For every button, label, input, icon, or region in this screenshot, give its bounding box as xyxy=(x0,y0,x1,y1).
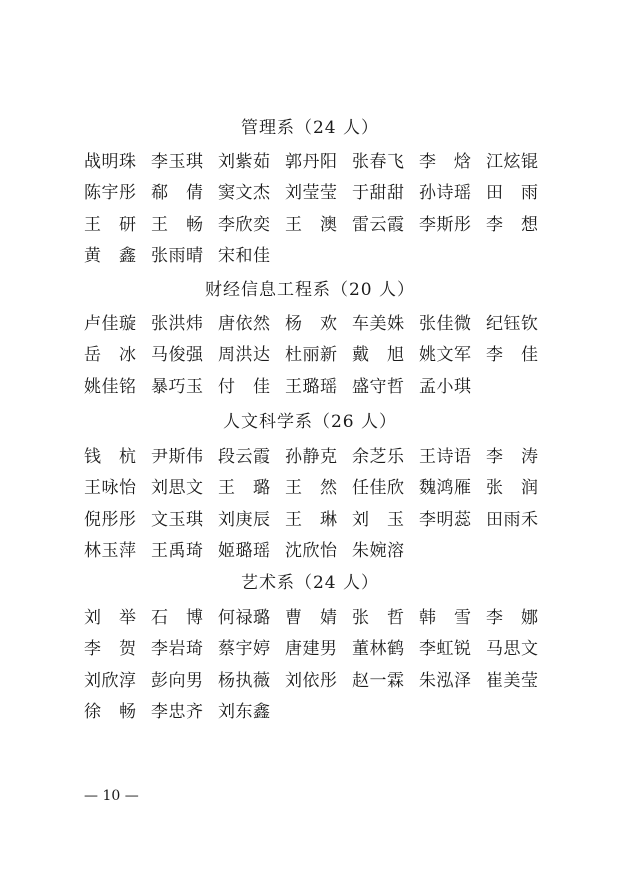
person-name: 戴 旭 xyxy=(352,345,404,366)
name-list-arts xyxy=(84,607,554,732)
person-name: 尹斯伟 xyxy=(151,447,203,467)
person-name: 付 佳 xyxy=(218,376,270,397)
person-name: 马俊强 xyxy=(151,345,203,366)
person-name: 姚佳铭 xyxy=(84,376,136,397)
person-name: 余芝乐 xyxy=(352,447,404,467)
name-list-humanities xyxy=(84,446,554,571)
person-name: 王咏怡 xyxy=(84,478,136,499)
person-name: 任佳欣 xyxy=(352,478,404,499)
person-name: 何禄璐 xyxy=(218,608,270,628)
person-name: 郭丹阳 xyxy=(285,152,337,172)
person-name: 李 贺 xyxy=(84,639,136,660)
person-name: 李 想 xyxy=(486,214,538,235)
person-name: 张 润 xyxy=(486,478,538,499)
person-name: 林玉萍 xyxy=(84,540,136,561)
person-name: 魏鸿雁 xyxy=(419,478,471,499)
person-name: 纪钰钦 xyxy=(486,314,538,334)
person-name: 徐 畅 xyxy=(84,701,136,722)
person-name: 车美姝 xyxy=(352,314,404,334)
person-name: 李明蕊 xyxy=(419,509,471,530)
person-name: 石 博 xyxy=(151,608,203,628)
person-name: 段云霞 xyxy=(218,447,270,467)
person-name: 岳 冰 xyxy=(84,345,136,366)
section-title-management: 管理系（24 人） xyxy=(240,118,380,138)
person-name: 李忠齐 xyxy=(151,701,203,722)
person-name: 刘庚辰 xyxy=(218,509,270,530)
person-name: 田 雨 xyxy=(486,183,538,204)
person-name: 江炫锟 xyxy=(486,152,538,172)
person-name: 倪彤彤 xyxy=(84,509,136,530)
person-name: 王 畅 xyxy=(151,214,203,235)
person-name: 张佳微 xyxy=(419,314,471,334)
person-name: 雷云霞 xyxy=(352,214,404,235)
person-name: 盛守哲 xyxy=(352,376,404,397)
person-name: 彭向男 xyxy=(151,670,203,691)
person-name: 杨 欢 xyxy=(285,314,337,334)
person-name: 刘依彤 xyxy=(285,670,337,691)
person-name: 卢佳璇 xyxy=(84,314,136,334)
person-name: 王 澳 xyxy=(285,214,337,235)
section-title-finance-info-engineering: 财经信息工程系（20 人） xyxy=(204,280,416,300)
person-name: 于甜甜 xyxy=(352,183,404,204)
person-name: 赵一霖 xyxy=(352,670,404,691)
person-name: 王禹琦 xyxy=(151,540,203,561)
person-name: 李玉琪 xyxy=(151,152,203,172)
person-name: 刘莹莹 xyxy=(285,183,337,204)
person-name: 朱婉溶 xyxy=(352,540,404,561)
person-name: 王 璐 xyxy=(218,478,270,499)
person-name: 刘欣淳 xyxy=(84,670,136,691)
person-name: 宋和佳 xyxy=(218,245,270,266)
section-title-humanities: 人文科学系（26 人） xyxy=(222,412,398,432)
person-name: 张春飞 xyxy=(352,152,404,172)
person-name: 王诗语 xyxy=(419,447,471,467)
person-name: 李 娜 xyxy=(486,608,538,628)
name-list-finance-info-engineering xyxy=(84,313,554,407)
person-name: 李 佳 xyxy=(486,345,538,366)
person-name: 刘 举 xyxy=(84,608,136,628)
person-name: 姚文军 xyxy=(419,345,471,366)
person-name: 王 然 xyxy=(285,478,337,499)
person-name: 唐建男 xyxy=(285,639,337,660)
person-name: 孙诗瑶 xyxy=(419,183,471,204)
person-name: 战明珠 xyxy=(84,152,136,172)
person-name: 黄 鑫 xyxy=(84,245,136,266)
person-name: 唐依然 xyxy=(218,314,270,334)
person-name: 马思文 xyxy=(486,639,538,660)
person-name: 刘思文 xyxy=(151,478,203,499)
person-name: 韩 雪 xyxy=(419,608,471,628)
person-name: 田雨禾 xyxy=(486,509,538,530)
person-name: 杨执薇 xyxy=(218,670,270,691)
person-name: 李欣奕 xyxy=(218,214,270,235)
person-name: 李斯彤 xyxy=(419,214,471,235)
person-name: 张雨晴 xyxy=(151,245,203,266)
person-name: 沈欣怡 xyxy=(285,540,337,561)
person-name: 孙静克 xyxy=(285,447,337,467)
person-name: 李岩琦 xyxy=(151,639,203,660)
person-name: 暴巧玉 xyxy=(151,376,203,397)
person-name: 曹 婧 xyxy=(285,608,337,628)
person-name: 蔡宇婷 xyxy=(218,639,270,660)
person-name: 窦文杰 xyxy=(218,183,270,204)
person-name: 王 琳 xyxy=(285,509,337,530)
person-name: 刘东鑫 xyxy=(218,701,270,722)
person-name: 刘紫茹 xyxy=(218,152,270,172)
person-name: 王 研 xyxy=(84,214,136,235)
person-name: 周洪达 xyxy=(218,345,270,366)
person-name: 文玉琪 xyxy=(151,509,203,530)
person-name: 董林鹤 xyxy=(352,639,404,660)
person-name: 李 涛 xyxy=(486,447,538,467)
person-name: 郗 倩 xyxy=(151,183,203,204)
person-name: 姬璐瑶 xyxy=(218,540,270,561)
name-list-management xyxy=(84,151,554,276)
person-name: 杜丽新 xyxy=(285,345,337,366)
person-name: 陈宇彤 xyxy=(84,183,136,204)
person-name: 钱 杭 xyxy=(84,447,136,467)
section-title-arts: 艺术系（24 人） xyxy=(240,573,380,593)
person-name: 刘 玉 xyxy=(352,509,404,530)
person-name: 李虹锐 xyxy=(419,639,471,660)
page-number: — 10 — xyxy=(84,788,139,804)
person-name: 孟小琪 xyxy=(419,376,471,397)
person-name: 张 哲 xyxy=(352,608,404,628)
person-name: 朱泓泽 xyxy=(419,670,471,691)
person-name: 李 焓 xyxy=(419,152,471,172)
person-name: 张洪炜 xyxy=(151,314,203,334)
person-name: 崔美莹 xyxy=(486,670,538,691)
person-name: 王璐瑶 xyxy=(285,376,337,397)
